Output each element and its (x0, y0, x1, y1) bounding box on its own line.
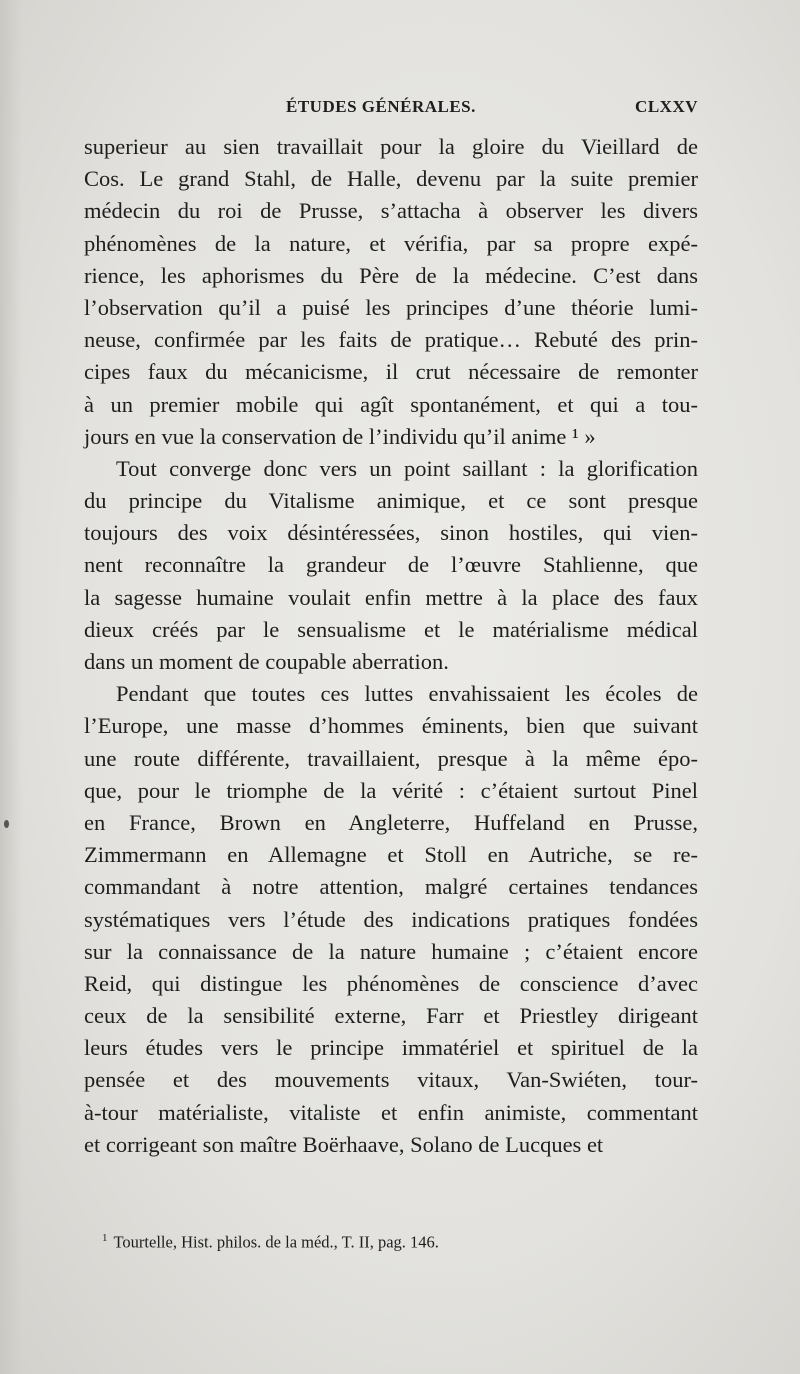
page-number: CLXXV (635, 97, 698, 116)
text-line: jours en vue la conservation de l’individu qu’il anime ¹ » (84, 423, 596, 449)
footnote-divider (84, 1206, 698, 1207)
text-line: nent reconnaître la grandeur de l’œuvre Stahlienne, que (84, 552, 698, 578)
text-line: Tout converge donc vers un point saillant : la glorification (116, 455, 698, 481)
text-line: Reid, qui distingue les phénomènes de conscience d’avec (84, 970, 698, 996)
text-line: commandant à notre attention, malgré certaines tendances (84, 874, 698, 900)
text-line: rience, les aphorismes du Père de la médecine. C’est dans (84, 262, 698, 288)
text-line: du principe du Vitalisme animique, et ce sont presque (84, 488, 698, 514)
text-line: neuse, confirmée par les faits de pratique… Rebuté des prin- (84, 327, 698, 353)
text-line: à un premier mobile qui agît spontanément, et qui a tou- (84, 391, 698, 417)
footnote-text: Tourtelle, Hist. philos. de la méd., T. II, pag. 146. (113, 1232, 439, 1252)
text-line: systématiques vers l’étude des indications pratiques fondées (84, 906, 698, 932)
ink-stain (4, 820, 9, 828)
footnote-marker: 1 (102, 1232, 108, 1244)
page-gutter-shadow (0, 0, 22, 1374)
text-line: leurs études vers le principe immatériel et spirituel de la (84, 1035, 698, 1061)
text-line: pensée et des mouvements vitaux, Van-Swiéten, tour- (84, 1067, 698, 1093)
text-line: Cos. Le grand Stahl, de Halle, devenu par la suite premier (84, 166, 698, 192)
text-line: à-tour matérialiste, vitaliste et enfin animiste, commentant (84, 1099, 698, 1125)
text-line: Pendant que toutes ces luttes envahissaient les écoles de (116, 681, 698, 707)
text-line: dieux créés par le sensualisme et le matérialisme médical (84, 616, 698, 642)
text-line: une route différente, travaillaient, presque à la même épo- (84, 745, 698, 771)
text-line: cipes faux du mécanicisme, il crut nécessaire de remonter (84, 359, 698, 385)
body-text (84, 131, 698, 1161)
text-line: la sagesse humaine voulait enfin mettre à la place des faux (84, 584, 698, 610)
text-line: médecin du roi de Prusse, s’attacha à observer les divers (84, 198, 698, 224)
text-line: et corrigeant son maître Boërhaave, Solano de Lucques et (84, 1131, 604, 1157)
text-line: l’Europe, une masse d’hommes éminents, bien que suivant (84, 713, 698, 739)
text-line: en France, Brown en Angleterre, Huffeland en Prusse, (84, 809, 698, 835)
text-line: ceux de la sensibilité externe, Farr et Priestley dirigeant (84, 1003, 698, 1029)
text-line: sur la connaissance de la nature humaine ; c’étaient encore (84, 938, 698, 964)
text-line: l’observation qu’il a puisé les principes d’une théorie lumi- (84, 294, 698, 320)
text-line: que, pour le triomphe de la vérité : c’étaient surtout Pinel (84, 777, 698, 803)
text-line: toujours des voix désintéressées, sinon hostiles, qui vien- (84, 520, 698, 546)
text-line: superieur au sien travaillait pour la gloire du Vieillard de (84, 134, 698, 159)
text-line: dans un moment de coupable aberration. (84, 649, 449, 674)
running-title: ÉTUDES GÉNÉRALES. (286, 97, 476, 116)
text-line: Zimmermann en Allemagne et Stoll en Autriche, se re- (84, 842, 698, 868)
text-line: phénomènes de la nature, et vérifia, par sa propre expé- (84, 230, 698, 256)
running-header (84, 97, 698, 127)
footnote (102, 1232, 702, 1253)
